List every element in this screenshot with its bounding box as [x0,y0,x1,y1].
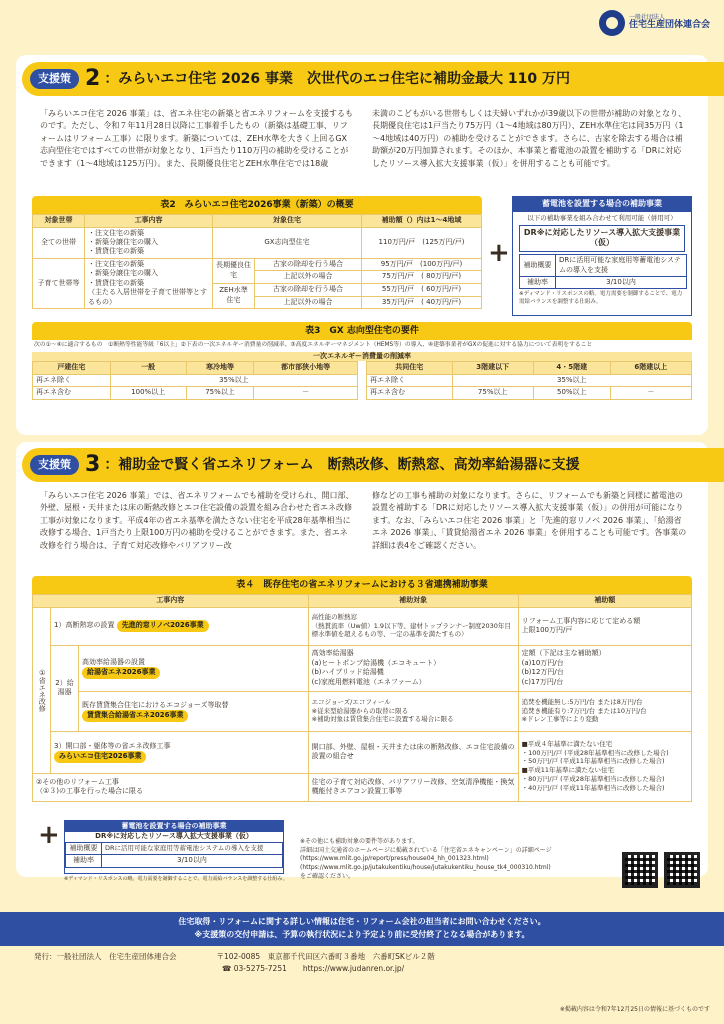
battery-value: DRに活用可能な家庭用等蓄電池システムの導入を支援 [102,842,283,854]
section-2-header [22,62,724,96]
phone: ☎ 03-5275-7251 [222,964,287,974]
section-3-para-right: 修などの工事も補助の対象になります。さらに、リフォームでも新築と同様に蓄電池の設置を補助する「DRに対応したリソース導入拡大支援事業（仮）」の併用が可能になります。なお、「みらいエコ住宅 2026 事業」と「先進的窓リノベ 2026 事業」、「給湯省エネ 2026 事業」、「賃貸給湯省エネ 2026 事業」を併用することも可能です。各事業の詳細は表4をご確認ください。 [372,491,687,550]
table-3-cell: － [254,387,358,399]
table-4-cell: 住宅の子育て対応改修、バリアフリー改修、空気清浄機能・換気機能付きエアコン設置工事等 [308,773,518,801]
table-2-cell: ・注文住宅の新築 ・新築分譲住宅の購入 ・賃貸住宅の新築 [85,227,213,258]
table-2-cell: 古家の除却を行う場合 [255,283,362,296]
section-3-number: 3 [85,452,101,478]
plus-icon: + [38,820,60,850]
battery-label: 補助概要 [520,255,556,277]
table-4-cell: リフォーム工事内容に応じて定める額 上限100万円/戸 [518,607,691,645]
battery-note-2: ※ディマンド・リスポンスの略。電力需要を制御することで、電力需給バランスを調整する仕組み。 [64,876,288,882]
table-3-header: 6階建以上 [610,362,691,374]
publisher: 発行：一般社団法人 住宅生産団体連合会 [34,952,177,961]
table-3-cell: － [610,387,691,399]
footer-banner [0,912,724,946]
table-3-cell: 100%以上 [110,387,186,399]
table-2-cell: 上記以外の場合 [255,296,362,308]
table-3-cell: 再エネ除く [367,374,453,386]
table-2-cell: 子育て世帯等 [33,258,85,308]
table-2-cell: 上記以外の場合 [255,271,362,283]
table-4-cell: 追焚を機能無し:5万円/台 または8万円/台 追焚き機能有り:7万円/台 または10万円/台 ※ドレン工事等により変動 [518,691,691,731]
section-3-header [22,448,724,482]
section-3-notes: ※その他にも補助対象の要件等があります。 詳細は国土交通省のホームページに掲載されている「住宅省エネキャンペーン」の詳細ページ (https://www.mlit.go.jp/report/press/house04_hh_001323.html) (https://www.mlit.go.jp/jutakukentiku/house/jutakukentiku_house_tk4_000310.html) をご確認ください。 [300,838,552,880]
table-3-cell: 35%以上 [110,374,357,386]
table-2-cell: ZEH水準住宅 [213,283,255,308]
section-2-number: 2 [85,66,101,92]
table-4-cell: 既存賃貸集合住宅におけるエコジョーズ等取替 [82,700,229,709]
table-3-cell: 75%以上 [452,387,533,399]
table-2-cell: 全ての世帯 [33,227,85,258]
qr-code-icon [622,852,658,888]
section-3-tag: 支援策 [30,455,79,476]
table-3-header: 3階建以下 [452,362,533,374]
battery-value: DRに活用可能な家庭用等蓄電池システムの導入を支援 [556,255,687,277]
section-3-title: ：補助金で賢く省エネリフォーム 断熱改修、断熱窓、高効率給湯器に支援 [104,456,580,473]
table-4-header: 補助対象 [308,595,518,607]
table-3-cell: 再エネ含む [33,387,111,399]
table-4-cell: 高効率給湯器の設置 [82,657,145,666]
table-2-header: 工事内容 [85,215,213,227]
table-4-cell: 3）開口部・躯体等の省エネ改修工事 [54,741,171,750]
table-3-desc: 次の①～④に適合するもの ①断熱等性能等級「6以上」②下表の一次エネルギー消費量の削減率、③高度エネルギーマネジメント（HEMS等）の導入、④建築事業者がGXの促進に対する協力について表明をすること [34,342,593,349]
program-pill: 賃貸集合給湯省エネ2026事業 [82,710,188,721]
table-2-title: 表2 みらいエコ住宅2026事業（新築）の概要 [32,196,482,214]
table-4-header: 補助額 [518,595,691,607]
table-2-header: 補助額（）内は1～4地域 [362,215,482,227]
program-pill: 先進的窓リノベ2026事業 [117,620,209,631]
section-2-title: ：みらいエコ住宅 2026 事業 次世代のエコ住宅に補助金最大 110 万円 [104,70,570,87]
battery-box-sub: 以下の補助事業を組み合わせて利用可能（併用可） [527,213,677,222]
table-2-cell: 95万円/戸 (100万円/戸) [362,258,482,270]
table-2-header: 対象世帯 [33,215,85,227]
battery-program: DR※に対応したリソース導入拡大支援事業（仮） [95,832,253,841]
table-4-cell: 1）高断熱窓の設置 [54,621,115,630]
footer-note: ※掲載内容は令和7年12月25日の情報に基づくものです [559,1006,710,1013]
footer-address [34,952,435,974]
table-3-header: 寒冷地等 [186,362,254,374]
program-pill: 給湯省エネ2026事業 [82,667,160,678]
website-link[interactable]: https://www.judanren.or.jp/ [302,964,405,974]
logo-small: 一般社団法人 [628,13,665,21]
table-3-cell: 75%以上 [186,387,254,399]
table-4-cell: 2）給湯器 [51,645,79,731]
battery-note: ※ディマンド・リスポンスの略。電力需要を制御することで、電力需給バランスを調整する仕組み。 [519,291,683,305]
logo-name: 住宅生産団体連合会 [628,20,710,31]
logo-mark-icon [599,10,625,36]
table-4-cell: 定額（下記は主な補助額） (a)10万円/台 (b)12万円/台 (c)17万円/台 [518,645,691,691]
address: 〒102-0085 東京都千代田区六番町３番地 六番町SKビル２階 [216,952,435,961]
table-3-header: 戸建住宅 [33,362,111,374]
table-2-header: 対象住宅 [213,215,362,227]
table-3-header: 都市部狭小地等 [254,362,358,374]
battery-value: 3/10以内 [102,855,283,867]
table-2-cell: 長期優良住宅 [213,258,255,283]
battery-box [512,196,692,316]
table-2-cell: 35万円/戸 ( 40万円/戸) [362,296,482,308]
battery-value: 3/10以内 [556,277,687,289]
section-2-tag: 支援策 [30,69,79,90]
publisher-logo [599,10,710,36]
footer-line2: ※支援策の交付申請は、予算の執行状況により予定より前に受付終了となる場合があります。 [194,929,530,939]
table-2-cell: 古家の除却を行う場合 [255,258,362,270]
table-2-cell: 75万円/戸 ( 80万円/戸) [362,271,482,283]
table-3-header: 共同住宅 [367,362,453,374]
table-4-cell: 高効率給湯器 (a)ヒートポンプ給湯機（エコキュート） (b)ハイブリッド給湯機 (c)家庭用燃料電池（エネファーム） [308,645,518,691]
program-pill: みらいエコ住宅2026事業 [54,751,146,762]
table-2 [32,196,482,309]
table-4-header: 工事内容 [33,595,309,607]
table-4-cell: エコジョーズ/エコフィール ※従来型給湯器からの取替に限る ※補助対象は賃貸集合住宅に設置する場合に限る [308,691,518,731]
table-4-title: 表４ 既存住宅の省エネリフォームにおける３省連携補助事業 [32,576,692,594]
battery-program: DR※に対応したリソース導入拡大支援事業（仮） [519,225,685,253]
battery-label: 補助概要 [66,842,102,854]
table-3-cell: 再エネ含む [367,387,453,399]
battery-label: 補助率 [520,277,556,289]
battery-box-title: 蓄電池を設置する場合の補助事業 [513,197,691,212]
battery-box-title: 蓄電池を設置する場合の補助事業 [65,821,283,832]
battery-box-2 [64,820,284,874]
section-2-para-left: 「みらいエコ住宅 2026 事業」は、省エネ住宅の新築と省エネリフォームを支援するものです。ただし、令和７年11月28日以降に工事着手したもの（新築は基礎工事、リフォームはリフォーム工事）に限ります。新築については、ZEH水準を大きく上回るGX志向型住宅ではすべての世帯が対象となり、1戸当たり110万円の補助を受けることができます（1～4地域は125万円）。また、長期優良住宅とZEH水準住宅では18歳 [40,109,354,168]
table-2-cell: ・注文住宅の新築 ・新築分譲住宅の購入 ・賃貸住宅の新築 （主たる入居世帯を子育て世帯等とするもの） [85,258,213,308]
table-3 [32,322,692,400]
section-2-para-right: 未満のこどもがいる世帯もしくは夫婦いずれかが39歳以下の世帯が補助の対象となり、長期優良住宅は1戸当たり75万円（1～4地域は80万円）、ZEH水準住宅は同35万円（1～4地域は40万円）の補助を受けることができます。さらに、古家を除去する場合は補助額が20万円加算されます。そのほか、本事業と蓄電池の設置を補助する「DRに対応したリソース導入拡大支援事業（仮）」を併用することも可能です。 [372,109,687,168]
table-2-cell: 55万円/戸 ( 60万円/戸) [362,283,482,296]
table-3-title: 表3 GX 志向型住宅の要件 [32,322,692,340]
table-4-cell: 高性能の断熱窓 （熱貫流率（Uw値）1.9以下等、建材トップランナー制度2030年目標水準値を超えるもの等、一定の基準を満たすもの） [308,607,518,645]
qr-code-icon [664,852,700,888]
table-4 [32,576,692,802]
table-3-cell: 50%以上 [533,387,610,399]
table-3-header: 4・5階建 [533,362,610,374]
table-3-subtitle: 一次エネルギー消費量の削減率 [32,352,692,361]
table-3-header: 一般 [110,362,186,374]
table-2-cell: GX志向型住宅 [213,227,362,258]
footer-line1: 住宅取得・リフォームに関する詳しい情報は住宅・リフォーム会社の担当者にお問い合わせください。 [178,917,546,926]
table-4-cell: ②その他のリフォーム工事 （①３)の工事を行った場合に限る [33,773,309,801]
table-2-cell: 110万円/戸 (125万円/戸) [362,227,482,258]
table-3-cell: 再エネ除く [33,374,111,386]
battery-label: 補助率 [66,855,102,867]
plus-icon: + [488,238,510,268]
table-3-cell: 35%以上 [452,374,691,386]
table-4-cell: ■平成４年基準に満たない住宅 ・100万円/戸 (平成28年基準相当に改修した場合) ・50万円/戸 (平成11年基準相当に改修した場合) ■平成11年基準に満たない住宅 ・80万円/戸 (平成28年基準相当に改修した場合) ・40万円/戸 (平成11年基準相当に改修した場合) [518,731,691,801]
table-4-cell: 開口部、外壁、屋根・天井または床の断熱改修、エコ住宅設備の設置の組合せ [308,731,518,773]
table-4-group: ①省エネ改修 [33,607,51,773]
section-3-para-left: 「みらいエコ住宅 2026 事業」では、省エネリフォームでも補助を受けられ、開口部、外壁、屋根・天井または床の断熱改修とエコ住宅設備の設置を組み合わせた省エネ改修工事が対象になります。平成4年の省エネ基準を満たさない住宅を平成28年基準相当に改修する場合、1戸当たり上限100万円の補助を受けることができます。また、省エネ改修を行う場合は、子育て対応改修やバリアフリー改 [40,491,354,550]
